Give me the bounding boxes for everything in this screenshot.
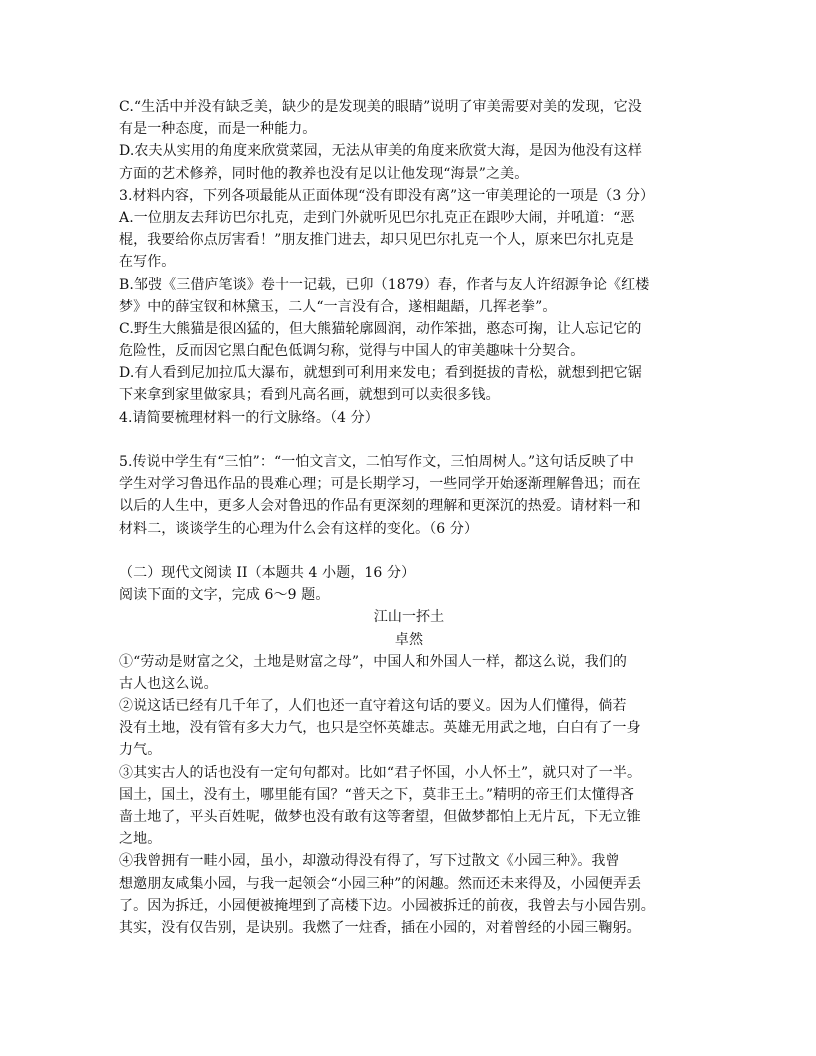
paragraph-4-line-1: ④我曾拥有一畦小园，虽小，却激动得没有得了，写下过散文《小园三种》。我曾: [119, 853, 620, 870]
q3-option-b-line-2: 梦》中的薛宝钗和林黛玉，二人“一言没有合，遂相龃龉，几挥老拳”。: [119, 298, 557, 315]
document-page: [119, 96, 699, 939]
question-3-stem: 3.材料内容，下列各项最能从正面体现“没有即没有离”这一审美理论的一项是（3 分）: [119, 187, 655, 204]
q3-option-a-line-2: 棍，我要给你点厉害看！”朋友推门进去，却只见巴尔扎克一个人，原来巴尔扎克是: [119, 232, 634, 249]
option-d-line-1: D.农夫从实用的角度来欣赏菜园，无法从审美的角度来欣赏大海，是因为他没有这样: [119, 143, 642, 160]
paragraph-2-line-1: ②说这话已经有几千年了，人们也还一直守着这句话的要义。因为人们懂得，倘若: [119, 698, 627, 715]
section-2-instruction: 阅读下面的文字，完成 6～9 题。: [119, 587, 330, 604]
paragraph-1-line-2: 古人也这么说。: [119, 675, 218, 692]
article-author: 卓然: [394, 631, 424, 648]
q3-option-d-line-1: D.有人看到尼加拉瓜大瀑布，就想到可利用来发电；看到挺拔的青松，就想到把它锯: [119, 365, 642, 382]
question-5-line-3: 以后的人生中，更多人会对鲁迅的作品有更深刻的理解和更深沉的热爱。请材料一和: [119, 498, 641, 515]
paragraph-4-line-3: 了。因为拆迁，小园便被掩埋到了高楼下边。小园被拆迁的前夜，我曾去与小园告别。: [119, 897, 655, 914]
paragraph-4-line-4: 其实，没有仅告别，是诀别。我燃了一炷香，插在小园的，对着曾经的小园三鞠躬。: [119, 919, 641, 936]
section-2-heading: （二）现代文阅读 II（本题共 4 小题，16 分）: [119, 564, 416, 581]
question-5-line-1: 5.传说中学生有“三怕”：“一怕文言文，二怕写作文，三怕周树人。”这句话反映了中: [119, 454, 634, 470]
spacer: [119, 429, 699, 451]
paragraph-3-line-2: 国土，国土，没有土，哪里能有国？“普天之下，莫非王土。”精明的帝王们太懂得吝: [119, 786, 635, 803]
q3-option-a-line-1: A.一位朋友去拜访巴尔扎克，走到门外就听见巴尔扎克正在跟吵大闹，并吼道：“恶: [119, 209, 635, 226]
option-d-line-2: 方面的艺术修养，同时他的教养也没有足以让他发现“海景”之美。: [119, 165, 529, 182]
option-c-line-2: 有是一种态度，而是一种能力。: [119, 121, 317, 138]
question-5-line-4: 材料二，谈谈学生的心理为什么会有这样的变化。（6 分）: [119, 520, 479, 537]
q3-option-d-line-2: 下来拿到家里做家具；看到凡高名画，就想到可以卖很多钱。: [119, 387, 500, 404]
q3-option-c-line-1: C.野生大熊猫是很凶猛的，但大熊猫轮廓圆润，动作笨拙，憨态可掬，让人忘记它的: [119, 320, 642, 337]
paragraph-3-line-1: ③其实古人的话也没有一定句句都对。比如“君子怀国，小人怀土”，就只对了一半。: [119, 764, 642, 781]
q3-option-b-line-1: B.邹弢《三借庐笔谈》卷十一记载，已卯（1879）春，作者与友人许绍源争论《红楼: [119, 276, 650, 293]
paragraph-4-line-2: 想邀朋友咸集小园，与我一起领会“小园三种”的闲趣。然而还未来得及，小园便弄丢: [119, 875, 642, 892]
spacer: [119, 540, 699, 562]
question-4: 4.请简要梳理材料一的行文脉络。（4 分）: [119, 409, 379, 426]
paragraph-3-line-4: 之地。: [119, 831, 162, 848]
article-title: 江山一抔土: [373, 609, 445, 626]
paragraph-2-line-3: 力气。: [119, 742, 162, 759]
question-5-line-2: 学生对学习鲁迅作品的畏难心理；可是长期学习，一些同学开始逐渐理解鲁迅；而在: [119, 476, 641, 493]
paragraph-3-line-3: 啬土地了，平头百姓呢，做梦也没有敢有这等奢望，但做梦都怕上无片瓦，下无立锥: [119, 809, 641, 825]
q3-option-c-line-2: 危险性，反而因它黑白配色低调匀称，觉得与中国人的审美趣味十分契合。: [119, 343, 585, 360]
option-c-line-1: C.“生活中并没有缺乏美，缺少的是发现美的眼睛”说明了审美需要对美的发现，它没: [119, 99, 642, 115]
paragraph-2-line-2: 没有土地，没有管有多大力气，也只是空怀英雄志。英雄无用武之地，白白有了一身: [119, 720, 641, 737]
q3-option-a-line-3: 在写作。: [119, 254, 176, 271]
paragraph-1-line-1: ①“劳动是财富之父，土地是财富之母”，中国人和外国人一样，都这么说，我们的: [119, 653, 628, 670]
